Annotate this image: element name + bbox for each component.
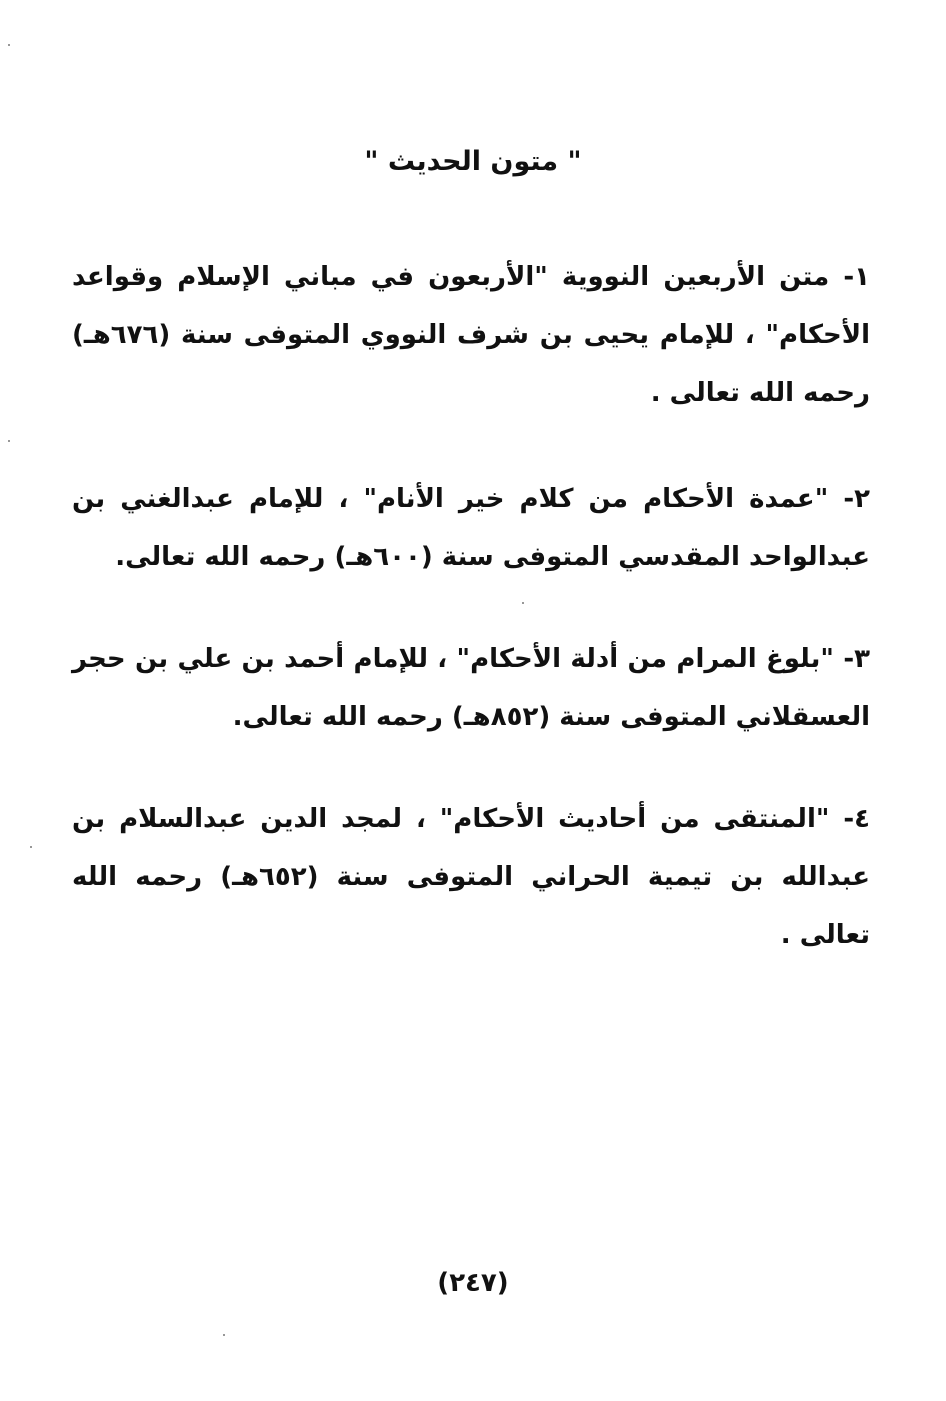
hadith-text-entry-1: ١- متن الأربعين النووية "الأربعون في مباني الإسلام وقواعد الأحكام" ، للإمام يحيى بن شرف النووي المتوفى سنة (٦٧٦هـ) رحمه الله تعالى . [72, 262, 870, 408]
hadith-text-entry-2: ٢- "عمدة الأحكام من كلام خير الأنام" ، للإمام عبدالغني بن عبدالواحد المقدسي المتوفى سنة (٦٠٠هـ) رحمه الله تعالى. [72, 484, 870, 572]
scan-speck [522, 602, 524, 604]
scan-speck [8, 44, 10, 46]
page-title: " متون الحديث " [364, 146, 582, 177]
scan-speck [8, 440, 10, 442]
scan-speck [30, 846, 32, 848]
page-number: (٢٤٧) [437, 1268, 509, 1298]
scan-speck [223, 1334, 225, 1336]
hadith-text-entry-3: ٣- "بلوغ المرام من أدلة الأحكام" ، للإمام أحمد بن علي بن حجر العسقلاني المتوفى سنة (٨٥٢هـ) رحمه الله تعالى. [72, 644, 870, 732]
hadith-text-entry-4: ٤- "المنتقى من أحاديث الأحكام" ، لمجد الدين عبدالسلام بن عبدالله بن تيمية الحراني المتوفى سنة (٦٥٢هـ) رحمه الله تعالى . [72, 804, 870, 950]
